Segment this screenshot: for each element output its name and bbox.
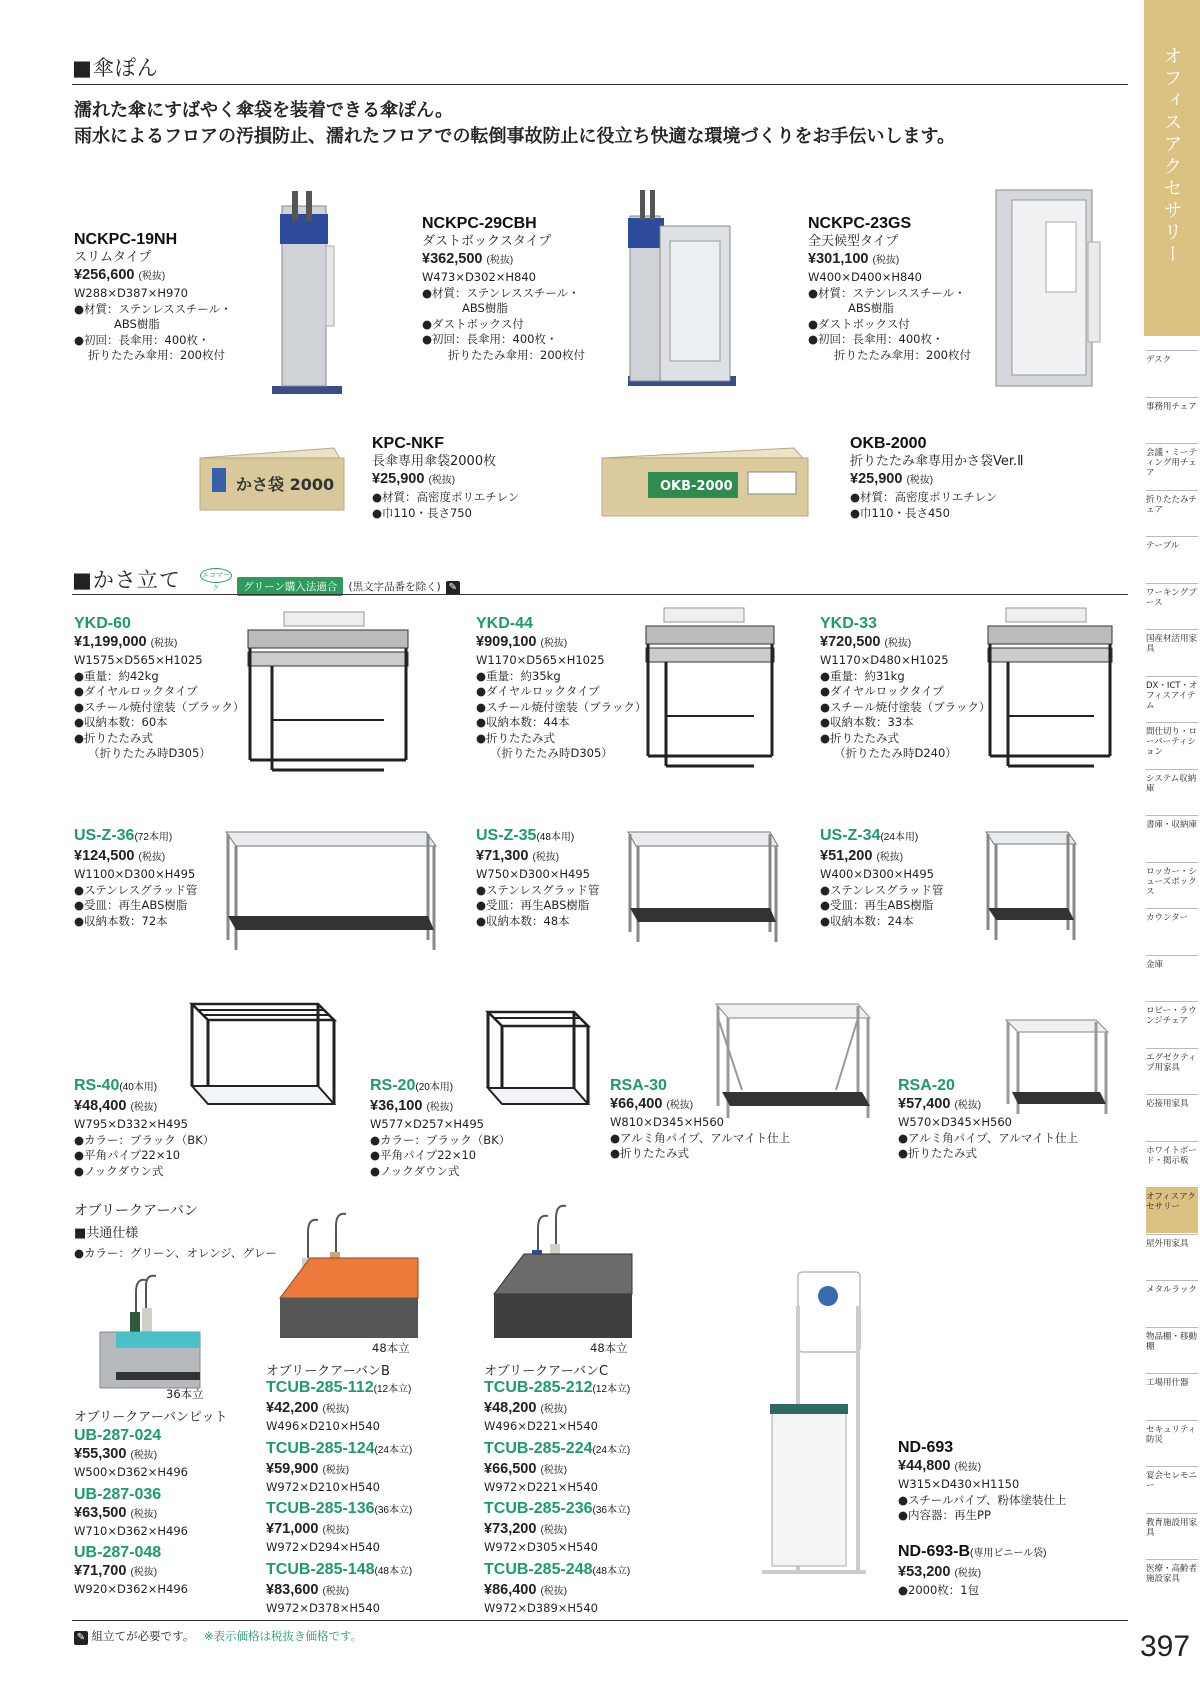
product-type: 全天候型タイプ bbox=[808, 234, 899, 249]
product-price: ¥73,200 (税抜) bbox=[484, 1521, 568, 1537]
product-nckpc-23gs bbox=[808, 214, 971, 363]
c-name: オブリークアーバンC bbox=[484, 1364, 609, 1379]
spec-line: ●2000枚：1包 bbox=[898, 1583, 980, 1597]
product-price: ¥44,800 (税抜) bbox=[898, 1458, 982, 1474]
spec-line: 折りたたみ傘用：200枚付 bbox=[88, 348, 225, 362]
spec-line: ●材質：ステンレススチール・ bbox=[422, 285, 580, 300]
product-price: ¥55,300 (税抜) bbox=[74, 1446, 158, 1462]
footer-rule bbox=[72, 1620, 1128, 1621]
product-price: ¥301,100 (税抜) bbox=[808, 251, 900, 267]
spec-line: ●重量：約42kg bbox=[74, 668, 159, 683]
spec-line: ●収納本数：24本 bbox=[820, 913, 914, 928]
product-price: ¥83,600 (税抜) bbox=[266, 1581, 350, 1598]
product-nckpc-19nh bbox=[74, 230, 232, 364]
product-code: TCUB-285-236(36本立) bbox=[484, 1500, 631, 1517]
spec-line: W1100×D300×H495 bbox=[74, 867, 196, 881]
product-code: UB-287-024 bbox=[74, 1427, 162, 1444]
product-price: ¥909,100 (税抜) bbox=[476, 634, 568, 650]
spec-line: ●収納本数：60本 bbox=[74, 715, 168, 729]
product-price: ¥66,400 (税抜) bbox=[610, 1096, 694, 1112]
product-price: ¥57,400 (税抜) bbox=[898, 1096, 982, 1112]
product-rs-20 bbox=[370, 1076, 510, 1179]
lead-line-2: 雨水によるフロアの汚損防止、濡れたフロアでの転倒事故防止に役立ち快適な環境づくりをお手伝いします。 bbox=[74, 126, 956, 147]
product-code: UB-287-036 bbox=[74, 1485, 162, 1503]
spec-line: W500×D362×H496 bbox=[74, 1465, 188, 1479]
sidebar-item[interactable]: ワーキングブース bbox=[1146, 583, 1198, 629]
spec-line: W972×D305×H540 bbox=[484, 1540, 598, 1554]
sidebar-item[interactable]: オフィスアクセサリー bbox=[1146, 1187, 1198, 1233]
spec-line: ●ステンレスグラッド管 bbox=[820, 882, 944, 897]
green-purchase-row bbox=[200, 568, 460, 596]
product-price: ¥1,199,000 (税抜) bbox=[74, 634, 178, 650]
sidebar-item[interactable]: 国産材活用家具 bbox=[1146, 629, 1198, 675]
product-type: 長傘専用傘袋2000枚 bbox=[372, 454, 497, 469]
spec-line: ●スチール焼付塗装（ブラック） bbox=[74, 699, 245, 714]
kasapon-allweather-photo bbox=[990, 182, 1110, 392]
product-code: RSA-30 bbox=[610, 1077, 667, 1094]
product-price: ¥71,300 (税抜) bbox=[476, 848, 560, 864]
kasapon-slim-photo bbox=[262, 186, 346, 396]
eco-mark-icon: エコマーク bbox=[200, 568, 232, 583]
tcub-1-list bbox=[266, 1378, 412, 1616]
tcub-2-list bbox=[484, 1378, 630, 1616]
spec-line: ●ダイヤルロックタイプ bbox=[74, 684, 198, 698]
spec-line: W400×D300×H495 bbox=[820, 867, 934, 881]
sidebar-item[interactable]: 教育施設用家具 bbox=[1146, 1513, 1198, 1559]
product-kpc-nkf bbox=[372, 434, 519, 521]
lead-line-1: 濡れた傘にすばやく傘袋を装着できる傘ぽん。 bbox=[74, 100, 454, 121]
product-us-z-34 bbox=[820, 826, 943, 929]
sidebar-item[interactable]: メタルラック bbox=[1146, 1280, 1198, 1326]
spec-line: W400×D400×H840 bbox=[808, 270, 922, 284]
kasapon-dustbox-photo bbox=[620, 186, 740, 391]
spec-line: ●初回：長傘用：400枚・ bbox=[808, 332, 944, 346]
product-code: YKD-60 bbox=[74, 615, 131, 632]
oblique-common-title: ■共通仕様 bbox=[74, 1226, 139, 1241]
spec-line: ●折りたたみ式 bbox=[610, 1146, 690, 1160]
sidebar-item[interactable]: 折りたたみチェア bbox=[1146, 490, 1198, 536]
product-code: YKD-44 bbox=[476, 615, 533, 632]
sidebar-item[interactable]: システム収納庫 bbox=[1146, 769, 1198, 815]
ykd-44-photo bbox=[644, 606, 778, 771]
green-note: (黒文字品番を除く) bbox=[348, 581, 441, 593]
spec-line: W473×D302×H840 bbox=[422, 270, 536, 284]
product-price: ¥66,500 (税抜) bbox=[484, 1460, 568, 1477]
spec-line: ●カラー：ブラック（BK） bbox=[370, 1132, 511, 1147]
product-price: ¥86,400 (税抜) bbox=[484, 1581, 568, 1598]
spec-line: ●材質：ステンレススチール・ bbox=[74, 301, 232, 316]
category-sidebar bbox=[1144, 0, 1200, 1697]
sidebar-item[interactable]: 物品棚・移動棚 bbox=[1146, 1327, 1198, 1373]
spec-line: ●重量：約31kg bbox=[820, 668, 905, 683]
product-code: TCUB-285-212(12本立) bbox=[484, 1379, 631, 1396]
spec-line: ●カラー：ブラック（BK） bbox=[74, 1132, 215, 1147]
spec-line: ●平角パイプ22×10 bbox=[74, 1148, 181, 1162]
sidebar-item[interactable]: 間仕切り・ローパーティション bbox=[1146, 722, 1198, 768]
spec-line: ●巾110・長さ750 bbox=[372, 505, 472, 520]
spec-line: ●材質：高密度ポリエチレン bbox=[372, 490, 520, 504]
green-purchase-badge: グリーン購入法適合 bbox=[237, 577, 343, 596]
spec-line: 折りたたみ傘用：200枚付 bbox=[448, 347, 585, 362]
product-code: ND-693 bbox=[898, 1439, 954, 1456]
spec-line: W972×D210×H540 bbox=[266, 1479, 380, 1494]
assembly-tool-icon: ✎ bbox=[74, 1631, 88, 1645]
oblique-title: オブリークアーバン bbox=[74, 1203, 198, 1219]
sidebar-item[interactable]: デスク bbox=[1146, 350, 1198, 396]
product-rsa-30 bbox=[610, 1076, 790, 1162]
oblique-pit-photo bbox=[96, 1272, 206, 1394]
spec-line: ●巾110・長さ450 bbox=[850, 505, 950, 520]
sidebar-item[interactable]: 事務用チェア bbox=[1146, 397, 1198, 443]
svg-text:OKB-2000: OKB-2000 bbox=[660, 479, 733, 494]
product-price: ¥362,500 (税抜) bbox=[422, 251, 514, 267]
sidebar-item[interactable]: カウンター bbox=[1146, 908, 1198, 954]
sidebar-item[interactable]: ロッカー・シューズボックス bbox=[1146, 862, 1198, 908]
product-code: US-Z-34(24本用) bbox=[820, 827, 919, 844]
product-price: ¥59,900 (税抜) bbox=[266, 1460, 350, 1477]
spec-line: ●初回：長傘用：400枚・ bbox=[422, 332, 558, 346]
spec-line: ●スチールパイプ、粉体塗装仕上 bbox=[898, 1492, 1067, 1507]
spec-line: ●ダストボックス付 bbox=[422, 316, 524, 331]
spec-line: ●ダイヤルロックタイプ bbox=[820, 684, 944, 698]
product-code: TCUB-285-148(48本立) bbox=[266, 1560, 413, 1578]
sidebar-item[interactable]: 書庫・収納庫 bbox=[1146, 815, 1198, 861]
product-type: 折りたたみ傘専用かさ袋Ver.Ⅱ bbox=[850, 454, 1024, 469]
product-code: TCUB-285-124(24本立) bbox=[266, 1439, 413, 1457]
sidebar-item[interactable]: 工場用什器 bbox=[1146, 1373, 1198, 1419]
product-type: スリムタイプ bbox=[74, 250, 152, 265]
product-price: ¥256,600 (税抜) bbox=[74, 267, 166, 283]
spec-line: ●材質：ステンレススチール・ bbox=[808, 285, 966, 300]
sidebar-item[interactable]: DX・ICT・オフィスアイテム bbox=[1146, 676, 1198, 722]
spec-line: （折りたたみ時D305） bbox=[88, 746, 211, 760]
spec-line: ●ダストボックス付 bbox=[808, 316, 910, 331]
sidebar-item[interactable]: ロビー・ラウンジチェア bbox=[1146, 1001, 1198, 1047]
spec-line: ●内容器：再生PP bbox=[898, 1508, 991, 1522]
spec-line: W1170×D480×H1025 bbox=[820, 653, 949, 667]
product-code: RSA-20 bbox=[898, 1077, 955, 1094]
sidebar-item[interactable]: テーブル bbox=[1146, 536, 1198, 582]
spec-line: ●受皿：再生ABS樹脂 bbox=[476, 898, 590, 912]
oblique-c-photo bbox=[490, 1204, 636, 1344]
product-price: ¥25,900 (税抜) bbox=[372, 471, 456, 487]
spec-line: ●ノックダウン式 bbox=[74, 1163, 164, 1178]
section-rule bbox=[72, 84, 1128, 85]
spec-line: W750×D300×H495 bbox=[476, 867, 590, 881]
spec-line: ●アルミ角パイプ、アルマイト仕上 bbox=[898, 1130, 1079, 1145]
spec-line: W972×D221×H540 bbox=[484, 1479, 598, 1494]
product-code: ND-693-B(専用ビニール袋) bbox=[898, 1543, 1047, 1560]
spec-line: W1575×D565×H1025 bbox=[74, 653, 203, 667]
spec-line: ●ダイヤルロックタイプ bbox=[476, 684, 600, 698]
us-z-35-photo bbox=[624, 820, 780, 950]
product-ykd-60 bbox=[74, 614, 244, 762]
product-nd-693 bbox=[898, 1438, 1067, 1524]
spec-line: W315×D430×H1150 bbox=[898, 1477, 1020, 1491]
product-code: US-Z-36(72本用) bbox=[74, 827, 173, 844]
sidebar-item[interactable]: 宴会セレモニー bbox=[1146, 1466, 1198, 1512]
b-count: 48本立 bbox=[372, 1341, 410, 1355]
spec-line: （折りたたみ時D240） bbox=[834, 746, 957, 760]
ub-list bbox=[74, 1426, 188, 1598]
spec-line: W496×D210×H540 bbox=[266, 1419, 380, 1433]
footer-notes bbox=[74, 1628, 362, 1645]
product-code: TCUB-285-136(36本立) bbox=[266, 1500, 413, 1517]
ykd-60-photo bbox=[244, 610, 414, 775]
product-ykd-33 bbox=[820, 614, 990, 762]
spec-line: ●収納本数：33本 bbox=[820, 715, 914, 729]
spec-line: ●折りたたみ式 bbox=[820, 730, 900, 745]
product-code: NCKPC-29CBH bbox=[422, 215, 537, 232]
product-code: UB-287-048 bbox=[74, 1544, 162, 1561]
okb-2000-box-photo bbox=[598, 444, 814, 522]
product-nd-693-b bbox=[898, 1542, 1046, 1599]
us-z-36-photo bbox=[222, 820, 438, 960]
section-title-kasatate: ■かさ立て bbox=[72, 568, 181, 592]
spec-line: ●材質：高密度ポリエチレン bbox=[850, 490, 998, 504]
product-price: ¥71,700 (税抜) bbox=[74, 1563, 158, 1579]
product-code: RS-20(20本用) bbox=[370, 1077, 454, 1094]
product-price: ¥720,500 (税抜) bbox=[820, 634, 912, 650]
product-code: TCUB-285-112(12本立) bbox=[266, 1379, 412, 1396]
sidebar-item[interactable]: ホワイトボード・掲示板 bbox=[1146, 1141, 1198, 1187]
page-number: 397 bbox=[1140, 1630, 1191, 1663]
sidebar-item[interactable]: 金庫 bbox=[1146, 955, 1198, 1001]
spec-line: ●折りたたみ式 bbox=[74, 730, 154, 745]
c-count: 48本立 bbox=[590, 1341, 628, 1355]
sidebar-item[interactable]: エグゼクティブ用家具 bbox=[1146, 1048, 1198, 1094]
nd-693-photo bbox=[758, 1266, 870, 1586]
sidebar-item[interactable]: 屋外用家具 bbox=[1146, 1234, 1198, 1280]
product-us-z-35 bbox=[476, 826, 599, 929]
spec-line: W972×D294×H540 bbox=[266, 1540, 380, 1554]
spec-line: ●重量：約35kg bbox=[476, 668, 561, 683]
spec-line: W795×D332×H495 bbox=[74, 1117, 188, 1131]
product-rs-40 bbox=[74, 1076, 214, 1179]
b-name: オブリークアーバンB bbox=[266, 1364, 390, 1379]
spec-line: ●スチール焼付塗装（ブラック） bbox=[820, 699, 991, 714]
spec-line: ●ステンレスグラッド管 bbox=[74, 882, 198, 897]
pit-count: 36本立 bbox=[166, 1387, 204, 1401]
product-code: YKD-33 bbox=[820, 615, 877, 632]
spec-line: ●ノックダウン式 bbox=[370, 1163, 460, 1178]
spec-line: W570×D345×H560 bbox=[898, 1115, 1012, 1129]
product-price: ¥25,900 (税抜) bbox=[850, 471, 934, 487]
assembly-tool-icon: ✎ bbox=[446, 581, 460, 595]
oblique-colors: ●カラー：グリーン、オレンジ、グレー bbox=[74, 1246, 277, 1260]
spec-line: W577×D257×H495 bbox=[370, 1117, 484, 1131]
oblique-b-photo bbox=[276, 1208, 422, 1344]
footer-tax-note: ※表示価格は税抜き価格です。 bbox=[203, 1629, 363, 1643]
spec-line: ABS樹脂 bbox=[462, 301, 508, 315]
svg-text:かさ袋 2000: かさ袋 2000 bbox=[236, 475, 335, 494]
product-price: ¥48,400 (税抜) bbox=[74, 1098, 158, 1114]
spec-line: W1170×D565×H1025 bbox=[476, 653, 605, 667]
spec-line: W496×D221×H540 bbox=[484, 1419, 598, 1433]
spec-line: ●受皿：再生ABS樹脂 bbox=[820, 898, 934, 912]
product-price: ¥124,500 (税抜) bbox=[74, 848, 166, 864]
spec-line: （折りたたみ時D305） bbox=[490, 746, 613, 760]
product-price: ¥42,200 (税抜) bbox=[266, 1400, 350, 1416]
spec-line: W288×D387×H970 bbox=[74, 286, 188, 300]
spec-line: W710×D362×H496 bbox=[74, 1523, 188, 1538]
spec-line: ●収納本数：48本 bbox=[476, 913, 570, 928]
product-code: KPC-NKF bbox=[372, 435, 444, 452]
spec-line: ABS樹脂 bbox=[848, 301, 894, 315]
sidebar-item[interactable]: セキュリティ防災 bbox=[1146, 1420, 1198, 1466]
spec-line: ●アルミ角パイプ、アルマイト仕上 bbox=[610, 1130, 791, 1145]
product-code: NCKPC-19NH bbox=[74, 231, 178, 248]
spec-line: W920×D362×H496 bbox=[74, 1582, 188, 1596]
product-code: RS-40(40本用) bbox=[74, 1077, 158, 1094]
product-code: NCKPC-23GS bbox=[808, 215, 912, 232]
spec-line: ●スチール焼付塗装（ブラック） bbox=[476, 699, 647, 714]
spec-line: ABS樹脂 bbox=[114, 317, 160, 331]
kpc-nkf-box-photo bbox=[190, 444, 350, 516]
section-title-kasapon: ■傘ぽん bbox=[72, 56, 159, 80]
product-us-z-36 bbox=[74, 826, 197, 929]
spec-line: ●折りたたみ式 bbox=[476, 730, 556, 745]
spec-line: W972×D378×H540 bbox=[266, 1600, 380, 1615]
product-ykd-44 bbox=[476, 614, 646, 762]
product-okb-2000 bbox=[850, 434, 1024, 521]
spec-line: ●収納本数：72本 bbox=[74, 913, 168, 928]
spec-line: ●ステンレスグラッド管 bbox=[476, 882, 600, 897]
spec-line: ●平角パイプ22×10 bbox=[370, 1148, 477, 1162]
spec-line: W810×D345×H560 bbox=[610, 1115, 724, 1129]
sidebar-item[interactable]: 医療・高齢者施設家具 bbox=[1146, 1559, 1198, 1605]
us-z-34-photo bbox=[982, 822, 1078, 948]
product-price: ¥48,200 (税抜) bbox=[484, 1400, 568, 1416]
product-price: ¥71,000 (税抜) bbox=[266, 1521, 350, 1537]
product-price: ¥63,500 (税抜) bbox=[74, 1504, 158, 1521]
pit-name: オブリークアーバンピット bbox=[74, 1410, 228, 1425]
product-type: ダストボックスタイプ bbox=[422, 234, 552, 249]
category-tab-label: オフィスアクセサリー bbox=[1160, 46, 1183, 266]
product-price: ¥36,100 (税抜) bbox=[370, 1098, 454, 1114]
product-rsa-20 bbox=[898, 1076, 1078, 1162]
section-rule bbox=[72, 594, 1128, 595]
category-tab bbox=[1144, 0, 1200, 336]
spec-line: ●初回：長傘用：400枚・ bbox=[74, 332, 210, 347]
footer-assembly: 組立てが必要です。 bbox=[91, 1629, 195, 1643]
product-price: ¥51,200 (税抜) bbox=[820, 848, 904, 864]
product-code: OKB-2000 bbox=[850, 435, 927, 452]
product-code: TCUB-285-248(48本立) bbox=[484, 1560, 631, 1578]
spec-line: ●受皿：再生ABS樹脂 bbox=[74, 898, 188, 912]
spec-line: ●収納本数：44本 bbox=[476, 715, 570, 729]
sidebar-item[interactable]: 会議・ミーティング用チェア bbox=[1146, 443, 1198, 489]
ykd-33-photo bbox=[986, 606, 1116, 771]
spec-line: W972×D389×H540 bbox=[484, 1600, 598, 1615]
product-code: US-Z-35(48本用) bbox=[476, 827, 575, 844]
spec-line: 折りたたみ傘用：200枚付 bbox=[834, 347, 971, 362]
spec-line: ●折りたたみ式 bbox=[898, 1146, 978, 1160]
product-nckpc-29cbh bbox=[422, 214, 585, 363]
sidebar-item[interactable]: 応接用家具 bbox=[1146, 1094, 1198, 1140]
product-price: ¥53,200 (税抜) bbox=[898, 1564, 982, 1580]
product-code: TCUB-285-224(24本立) bbox=[484, 1439, 631, 1457]
